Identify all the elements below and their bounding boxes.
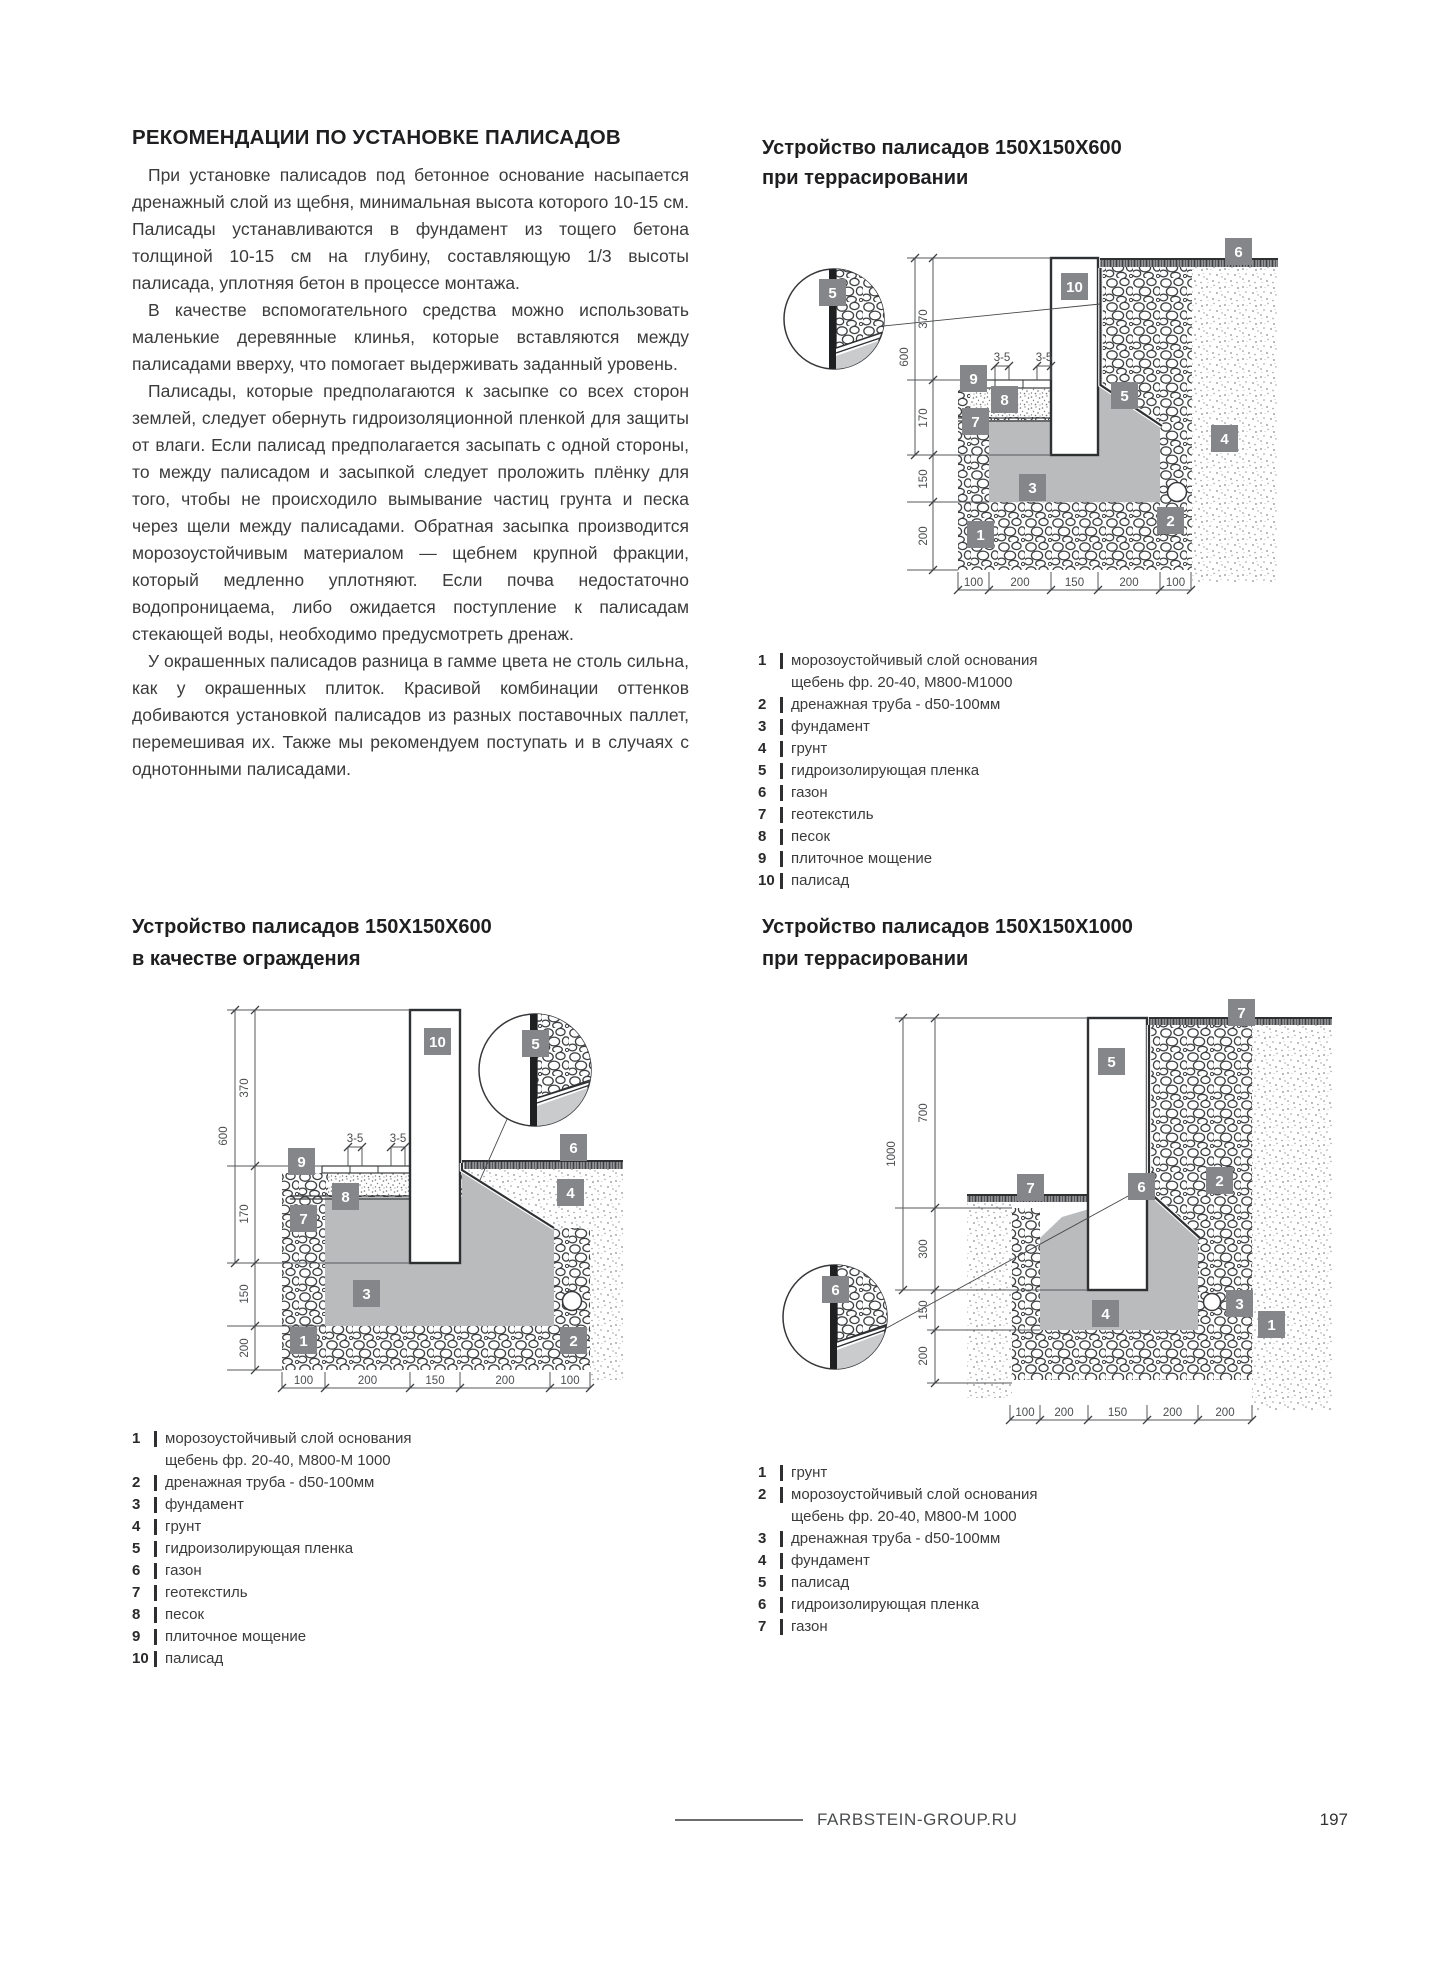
svg-text:5: 5 bbox=[531, 1036, 540, 1053]
article-paragraph: В качестве вспомогательного средства можно использовать маленькие деревянные клинья, которые вставляются между палисадами вверху, что помогает выдерживать заданный уровень. bbox=[132, 300, 689, 374]
svg-text:170: 170 bbox=[239, 1204, 251, 1224]
svg-text:200: 200 bbox=[1054, 1407, 1074, 1419]
svg-text:200: 200 bbox=[1010, 577, 1030, 589]
svg-text:200: 200 bbox=[495, 1375, 515, 1387]
badge-3 bbox=[1019, 474, 1046, 501]
legend-divider bbox=[154, 1585, 157, 1601]
legend-num: 3 bbox=[132, 1496, 141, 1513]
badge-1 bbox=[967, 521, 994, 548]
legend-text: палисад bbox=[165, 1650, 224, 1667]
svg-text:2: 2 bbox=[1215, 1173, 1224, 1190]
legend-num: 10 bbox=[132, 1650, 149, 1667]
badge-9 bbox=[960, 365, 987, 392]
badge-1 bbox=[1258, 1311, 1285, 1338]
page-footer bbox=[675, 1810, 1348, 1830]
legend-item bbox=[758, 870, 1038, 892]
svg-text:3-5: 3-5 bbox=[346, 1133, 364, 1145]
badge-6 bbox=[1128, 1173, 1155, 1200]
svg-text:9: 9 bbox=[297, 1154, 306, 1171]
badge-7-left bbox=[1017, 1174, 1044, 1201]
legend-num: 4 bbox=[758, 1552, 767, 1569]
legend-num: 3 bbox=[758, 718, 767, 735]
diagram1-legend bbox=[758, 650, 1038, 892]
detail-circle bbox=[479, 1008, 595, 1127]
legend-text: дренажная труба - d50-100мм bbox=[165, 1474, 375, 1491]
diagram1-heading-line2: при террасировании bbox=[762, 167, 969, 189]
legend-num: 1 bbox=[758, 1464, 767, 1481]
legend-num: 6 bbox=[132, 1562, 141, 1579]
legend-text: фундамент bbox=[165, 1496, 244, 1513]
legend-text: морозоустойчивый слой основания bbox=[791, 652, 1038, 669]
legend-item bbox=[132, 1494, 412, 1516]
legend-text: газон bbox=[791, 1618, 828, 1635]
legend-text: геотекстиль bbox=[165, 1584, 248, 1601]
legend-item bbox=[132, 1516, 412, 1538]
legend-item bbox=[132, 1626, 412, 1648]
recommendations-article bbox=[132, 126, 689, 783]
legend-text: фундамент bbox=[791, 718, 870, 735]
badge-3 bbox=[353, 1280, 380, 1307]
badge-1 bbox=[290, 1327, 317, 1354]
legend-item bbox=[758, 760, 1038, 782]
legend-item bbox=[758, 694, 1038, 716]
svg-text:10: 10 bbox=[429, 1034, 446, 1051]
legend-divider bbox=[154, 1629, 157, 1645]
legend-num: 8 bbox=[758, 828, 767, 845]
legend-num: 7 bbox=[132, 1584, 141, 1601]
article-paragraph: У окрашенных палисадов разница в гамме цвета не столь сильна, как у окрашенных плиток. Красивой комбинации оттенков добиваются установкой палисадов из разных поставочных паллет, перемешивая их. Также мы рекомендуем поступать и в случаях с однотонными палисадами. bbox=[132, 651, 689, 779]
legend-num: 8 bbox=[132, 1606, 141, 1623]
legend-item bbox=[758, 1572, 1038, 1594]
diagram2-heading-line2: в качестве ограждения bbox=[132, 948, 361, 970]
legend-divider bbox=[154, 1497, 157, 1513]
legend-text: гидроизолирующая пленка bbox=[165, 1540, 354, 1557]
diagram1-heading-line1: Устройство палисадов 150X150X600 bbox=[762, 137, 1122, 159]
svg-text:10: 10 bbox=[1066, 279, 1083, 296]
legend-item bbox=[758, 650, 1038, 672]
svg-text:200: 200 bbox=[1119, 577, 1139, 589]
svg-text:600: 600 bbox=[899, 347, 911, 367]
paving-slabs bbox=[322, 1166, 410, 1173]
legend-text: грунт bbox=[791, 740, 828, 757]
badge-10 bbox=[424, 1028, 451, 1055]
svg-text:100: 100 bbox=[963, 577, 984, 589]
legend-num: 6 bbox=[758, 784, 767, 801]
badge-2 bbox=[1206, 1167, 1233, 1194]
svg-text:3-5: 3-5 bbox=[389, 1133, 407, 1145]
drain-pipe bbox=[1204, 1294, 1221, 1311]
legend-divider bbox=[780, 1531, 783, 1547]
legend-item bbox=[758, 716, 1038, 738]
svg-text:150: 150 bbox=[1107, 1407, 1128, 1419]
svg-text:170: 170 bbox=[918, 408, 930, 428]
legend-divider bbox=[780, 1597, 783, 1613]
svg-text:700: 700 bbox=[918, 1103, 930, 1123]
legend-text: песок bbox=[165, 1606, 205, 1623]
page-number: 197 bbox=[1319, 1810, 1348, 1829]
article-paragraph: При установке палисадов под бетонное основание насыпается дренажный слой из щебня, минимальная высота которого 10-15 см. Палисады устанавливаются в фундамент из тощего бетона толщиной 10-15 см на глубину, составляющую 1/3 высоты палисада, уплотняя бетон в процессе монтажа. bbox=[132, 165, 689, 293]
badge-5-detail bbox=[819, 279, 846, 306]
legend-text: грунт bbox=[791, 1464, 828, 1481]
svg-text:150: 150 bbox=[239, 1284, 251, 1304]
legend-text: палисад bbox=[791, 872, 850, 889]
svg-text:200: 200 bbox=[1162, 1407, 1183, 1419]
badge-4 bbox=[557, 1179, 584, 1206]
svg-text:1: 1 bbox=[299, 1333, 308, 1350]
badge-8 bbox=[991, 386, 1018, 413]
legend-text: газон bbox=[165, 1562, 202, 1579]
legend-item-subline: щебень фр. 20-40, М800-М 1000 bbox=[165, 1452, 391, 1469]
svg-text:6: 6 bbox=[1137, 1179, 1146, 1196]
diagram2-legend bbox=[132, 1428, 412, 1670]
legend-item bbox=[758, 782, 1038, 804]
badge-4 bbox=[1211, 425, 1238, 452]
svg-text:6: 6 bbox=[831, 1282, 840, 1299]
soil-area bbox=[1192, 266, 1278, 582]
legend-divider bbox=[780, 741, 783, 757]
legend-num: 6 bbox=[758, 1596, 767, 1613]
legend-item bbox=[132, 1604, 412, 1626]
legend-item bbox=[758, 1616, 1038, 1638]
svg-text:5: 5 bbox=[1120, 388, 1129, 405]
badge-7 bbox=[962, 408, 989, 435]
legend-item bbox=[758, 804, 1038, 826]
drain-pipe bbox=[563, 1292, 582, 1311]
badge-6-detail bbox=[822, 1276, 849, 1303]
diagram3-heading-line2: при террасировании bbox=[762, 948, 969, 970]
svg-text:7: 7 bbox=[299, 1211, 308, 1228]
svg-text:1000: 1000 bbox=[886, 1141, 898, 1167]
legend-num: 7 bbox=[758, 1618, 767, 1635]
legend-item bbox=[132, 1472, 412, 1494]
svg-text:5: 5 bbox=[1107, 1054, 1116, 1071]
legend-divider bbox=[154, 1431, 157, 1447]
legend-num: 5 bbox=[758, 1574, 767, 1591]
legend-item bbox=[132, 1560, 412, 1582]
legend-text: плиточное мощение bbox=[791, 850, 933, 867]
svg-text:7: 7 bbox=[1026, 1180, 1035, 1197]
legend-divider bbox=[780, 653, 783, 669]
svg-text:4: 4 bbox=[1101, 1306, 1110, 1323]
legend-num: 4 bbox=[758, 740, 767, 757]
legend-text: плиточное мощение bbox=[165, 1628, 307, 1645]
legend-divider bbox=[154, 1475, 157, 1491]
legend-text: дренажная труба - d50-100мм bbox=[791, 696, 1001, 713]
lawn-strip bbox=[462, 1161, 623, 1169]
soil-area-right bbox=[1252, 1025, 1332, 1410]
legend-text: грунт bbox=[165, 1518, 202, 1535]
legend-text: палисад bbox=[791, 1574, 850, 1591]
legend-divider bbox=[154, 1541, 157, 1557]
legend-divider bbox=[780, 873, 783, 889]
legend-divider bbox=[780, 763, 783, 779]
legend-item bbox=[132, 1582, 412, 1604]
svg-text:6: 6 bbox=[569, 1140, 578, 1157]
svg-text:370: 370 bbox=[239, 1078, 251, 1098]
svg-text:1: 1 bbox=[976, 527, 985, 544]
badge-5 bbox=[1111, 382, 1138, 409]
svg-text:9: 9 bbox=[969, 371, 978, 388]
diagram2-heading bbox=[132, 911, 492, 975]
svg-text:150: 150 bbox=[1064, 577, 1085, 589]
diagram2-heading-line1: Устройство палисадов 150X150X600 bbox=[132, 916, 492, 938]
legend-divider bbox=[780, 829, 783, 845]
diagram2-drawing bbox=[110, 980, 650, 1420]
svg-text:7: 7 bbox=[1237, 1005, 1246, 1022]
badge-10 bbox=[1061, 273, 1088, 300]
svg-text:300: 300 bbox=[918, 1239, 930, 1259]
legend-text: геотекстиль bbox=[791, 806, 874, 823]
diagram1-drawing bbox=[755, 230, 1315, 650]
svg-text:200: 200 bbox=[357, 1375, 378, 1387]
detail-circle bbox=[783, 1258, 890, 1372]
legend-divider bbox=[154, 1651, 157, 1667]
badge-4 bbox=[1092, 1300, 1119, 1327]
legend-divider bbox=[780, 1619, 783, 1635]
svg-text:370: 370 bbox=[918, 309, 930, 329]
diagram3-heading bbox=[762, 911, 1133, 975]
footer-website: FARBSTEIN-GROUP.RU bbox=[817, 1810, 1018, 1829]
badge-6 bbox=[1225, 238, 1252, 265]
badge-5 bbox=[1098, 1048, 1125, 1075]
drain-pipe bbox=[1168, 483, 1187, 502]
svg-text:150: 150 bbox=[918, 469, 930, 489]
legend-item bbox=[132, 1648, 412, 1670]
legend-num: 7 bbox=[758, 806, 767, 823]
badge-9 bbox=[288, 1148, 315, 1175]
legend-num: 5 bbox=[132, 1540, 141, 1557]
legend-num: 9 bbox=[132, 1628, 141, 1645]
svg-text:150: 150 bbox=[425, 1375, 445, 1387]
diagram3-heading-line1: Устройство палисадов 150X150X1000 bbox=[762, 916, 1133, 938]
badge-3 bbox=[1226, 1290, 1253, 1317]
legend-num: 2 bbox=[758, 696, 767, 713]
legend-text: гидроизолирующая пленка bbox=[791, 1596, 980, 1613]
svg-text:4: 4 bbox=[1220, 431, 1229, 448]
svg-text:3-5: 3-5 bbox=[993, 352, 1011, 364]
badge-8 bbox=[332, 1183, 359, 1210]
legend-divider bbox=[154, 1607, 157, 1623]
svg-text:3: 3 bbox=[1028, 480, 1037, 497]
svg-text:150: 150 bbox=[918, 1300, 930, 1320]
svg-text:100: 100 bbox=[1015, 1407, 1035, 1419]
badge-7 bbox=[290, 1205, 317, 1232]
legend-text: морозоустойчивый слой основания bbox=[165, 1430, 412, 1447]
svg-text:3: 3 bbox=[1235, 1296, 1244, 1313]
detail-circle bbox=[784, 260, 890, 370]
svg-text:100: 100 bbox=[1165, 577, 1186, 589]
legend-item bbox=[758, 1484, 1038, 1506]
svg-text:600: 600 bbox=[218, 1126, 230, 1146]
legend-divider bbox=[780, 1575, 783, 1591]
legend-num: 5 bbox=[758, 762, 767, 779]
legend-text: морозоустойчивый слой основания bbox=[791, 1486, 1038, 1503]
diagram3-legend bbox=[758, 1462, 1038, 1638]
svg-text:7: 7 bbox=[971, 414, 980, 431]
svg-text:200: 200 bbox=[918, 526, 930, 546]
legend-divider bbox=[780, 785, 783, 801]
legend-text: песок bbox=[791, 828, 831, 845]
legend-item bbox=[758, 1528, 1038, 1550]
svg-text:5: 5 bbox=[828, 285, 837, 302]
svg-text:100: 100 bbox=[293, 1375, 314, 1387]
svg-text:200: 200 bbox=[918, 1346, 930, 1366]
legend-item bbox=[132, 1428, 412, 1450]
legend-text: газон bbox=[791, 784, 828, 801]
svg-text:100: 100 bbox=[560, 1375, 580, 1387]
article-title: РЕКОМЕНДАЦИИ ПО УСТАНОВКЕ ПАЛИСАДОВ bbox=[132, 126, 621, 149]
legend-text: фундамент bbox=[791, 1552, 870, 1569]
svg-text:2: 2 bbox=[569, 1333, 578, 1350]
badge-2 bbox=[560, 1327, 587, 1354]
legend-divider bbox=[780, 1487, 783, 1503]
legend-divider bbox=[780, 807, 783, 823]
svg-text:200: 200 bbox=[239, 1338, 251, 1358]
legend-num: 2 bbox=[758, 1486, 767, 1503]
svg-text:4: 4 bbox=[566, 1185, 575, 1202]
soil-area-left bbox=[967, 1202, 1012, 1398]
badge-6 bbox=[560, 1134, 587, 1161]
legend-num: 2 bbox=[132, 1474, 141, 1491]
badge-2 bbox=[1157, 507, 1184, 534]
svg-text:2: 2 bbox=[1166, 513, 1175, 530]
diagram3-drawing bbox=[620, 980, 1348, 1450]
legend-num: 10 bbox=[758, 872, 775, 889]
legend-num: 1 bbox=[132, 1430, 141, 1447]
article-paragraph: Палисады, которые предполагаются к засыпке со всех сторон землей, следует обернуть гидроизоляционной пленкой для защиты от влаги. Если палисад предполагается засыпать с одной стороны, то между палисадом и засыпкой следует проложить плёнку для того, чтобы не происходило вымывание частиц грунта и песка через щели между палисадами. Обратная засыпка производится морозоустойчивым материалом — щебнем крупной фракции, который медленно уплотняют. Если почва недостаточно водопроницаема, либо ожидается поступление к палисадам стекающей воды, необходимо предусмотреть дренаж. bbox=[132, 381, 689, 644]
svg-text:8: 8 bbox=[1000, 392, 1009, 409]
diagram1-heading bbox=[762, 133, 1122, 193]
legend-text: гидроизолирующая пленка bbox=[791, 762, 980, 779]
badge-5-detail bbox=[522, 1030, 549, 1057]
legend-divider bbox=[154, 1563, 157, 1579]
legend-item bbox=[758, 1594, 1038, 1616]
svg-text:200: 200 bbox=[1215, 1407, 1235, 1419]
badge-7-right bbox=[1228, 999, 1255, 1026]
legend-item-subline: щебень фр. 20-40, М800-М1000 bbox=[791, 674, 1013, 691]
legend-item bbox=[758, 1550, 1038, 1572]
legend-divider bbox=[780, 697, 783, 713]
legend-item bbox=[132, 1538, 412, 1560]
svg-text:3-5: 3-5 bbox=[1035, 352, 1053, 364]
legend-item bbox=[758, 826, 1038, 848]
legend-num: 9 bbox=[758, 850, 767, 867]
legend-item bbox=[758, 1462, 1038, 1484]
legend-text: дренажная труба - d50-100мм bbox=[791, 1530, 1001, 1547]
legend-divider bbox=[154, 1519, 157, 1535]
svg-text:8: 8 bbox=[341, 1189, 350, 1206]
legend-item bbox=[758, 848, 1038, 870]
legend-item-subline: щебень фр. 20-40, М800-М 1000 bbox=[791, 1508, 1017, 1525]
footer-rule bbox=[675, 1819, 803, 1821]
legend-divider bbox=[780, 1553, 783, 1569]
legend-num: 1 bbox=[758, 652, 767, 669]
legend-divider bbox=[780, 1465, 783, 1481]
svg-text:3: 3 bbox=[362, 1286, 371, 1303]
legend-item bbox=[758, 738, 1038, 760]
svg-text:6: 6 bbox=[1234, 244, 1243, 261]
svg-text:1: 1 bbox=[1267, 1317, 1276, 1334]
legend-num: 4 bbox=[132, 1518, 141, 1535]
legend-num: 3 bbox=[758, 1530, 767, 1547]
legend-divider bbox=[780, 851, 783, 867]
legend-divider bbox=[780, 719, 783, 735]
